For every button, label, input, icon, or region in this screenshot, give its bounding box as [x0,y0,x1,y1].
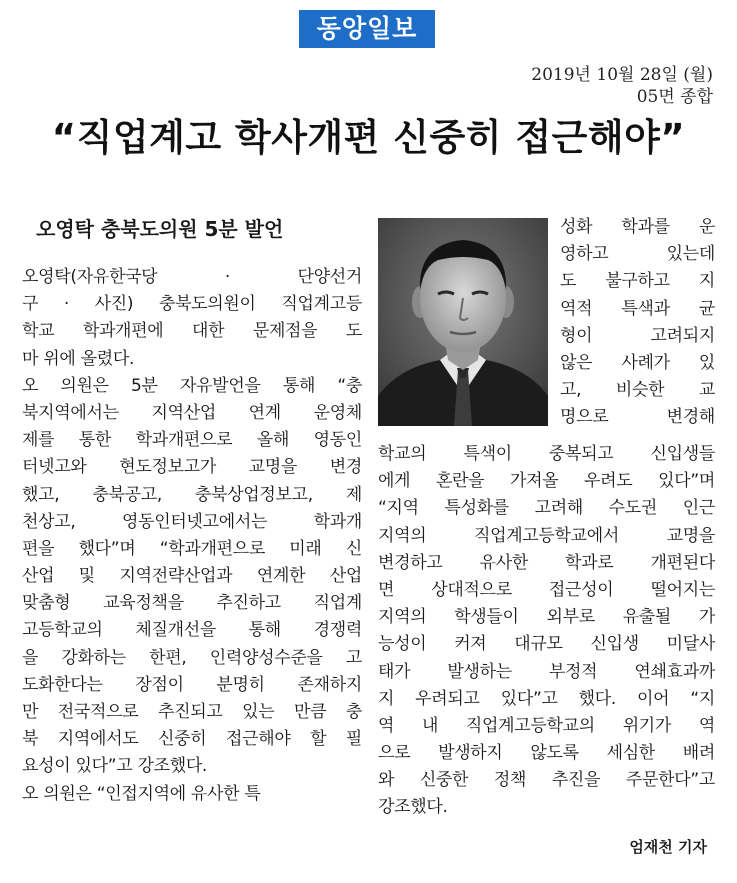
article-subhead: 오영탁 충북도의원 5분 발언 [36,217,284,241]
text-line: 했고, 충북공고, 충북상업정보고, 제 [22,484,362,505]
text-line: 마 위에 올렸다. [22,348,135,369]
dateline [531,64,713,108]
text-line: “지역 특성화를 고려해 수도권 인근 [378,498,715,519]
text-line: 면 상대적으로 접근성이 떨어지는 [378,579,715,600]
text-line: 오 의원은 5분 자유발언을 통해 “충 [22,375,362,396]
text-line: 와 신중한 정책 추진을 주문한다”고 [378,770,715,791]
text-line: 오영탁(자유한국당 · 단양선거 [22,267,362,287]
text-line: 형이 고려되지 [560,325,715,346]
text-line: 을 강화하는 한편, 인력양성수준을 고 [22,647,362,668]
text-line: 고, 비슷한 교 [560,380,715,401]
text-line: 북지역에서는 지역산업 연계 운영체 [22,402,362,423]
right-column-bottom [378,441,715,822]
text-line: 능성이 커져 대규모 신입생 미달사 [378,634,715,655]
text-line: 천상고, 영동인터넷고에서는 학과개 [22,511,362,532]
right-column-bottom-body [378,441,715,822]
reporter-byline: 엄재천 기자 [629,838,707,856]
text-line: 강조했다. [378,797,448,818]
left-column-body [22,264,362,808]
text-line: 만 전국적으로 추진되고 있는 만큼 충 [22,702,362,722]
text-line: 명으로 변경해 [560,407,715,428]
right-column-top [560,214,715,432]
text-line: 에게 혼란을 가져올 우려도 있다”며 [378,471,715,492]
text-line: 산업 및 지역전략산업과 연계한 산업 [22,566,362,587]
text-line: 않은 사례가 있 [560,352,715,373]
right-column-top-body [560,214,715,432]
text-line: 고등학교의 체질개선을 통해 경쟁력 [22,620,362,641]
text-line: 역적 특색과 균 [560,298,715,319]
text-line: 지 우려되고 있다”고 했다. 이어 “지 [378,688,715,709]
text-line: 지역의 직업계고등학교에서 교명을 [378,525,715,546]
text-line: 요성이 있다”고 강조했다. [22,756,208,777]
page-section: 05면 종합 [636,87,713,107]
text-line: 변경하고 유사한 학과로 개편된다 [378,552,715,573]
text-line: 학교 학과개편에 대한 문제점을 도 [22,321,362,342]
newspaper-logo: 동앙일보 [299,10,435,48]
text-line: 역 내 직업계고등학교의 위기가 역 [378,715,715,736]
text-line: 도화한다는 장점이 분명히 존재하지 [22,674,362,695]
text-line: 맞춤형 교육정책을 추진하고 직업계 [22,593,362,614]
text-line: 으로 발생하지 않도록 세심한 배려 [378,743,715,764]
publish-date: 2019년 10월 28일 (월) [531,65,713,85]
portrait-image [378,218,548,426]
text-line: 태가 발생하는 부정적 연쇄효과까 [378,661,715,682]
portrait-photo [378,218,548,426]
text-line: 학교의 특색이 중복되고 신입생들 [378,444,715,464]
text-line: 편을 했다”며 “학과개편으로 미래 신 [22,538,362,559]
article-headline: “직업계고 학사개편 신중히 접근해야” [51,116,686,159]
text-line: 오 의원은 “인접지역에 유사한 특 [22,783,261,804]
text-line: 터넷고와 현도정보고가 교명을 변경 [22,457,362,478]
text-line: 성화 학과를 운 [560,217,715,237]
text-line: 도 불구하고 지 [560,271,715,292]
text-line: 제를 통한 학과개편으로 올해 영동인 [22,430,362,451]
left-column [22,214,362,808]
text-line: 구 · 사진) 충북도의원이 직업계고등 [22,294,362,315]
text-line: 영하고 있는데 [560,244,715,265]
text-line: 북 지역에서도 신중히 접근해야 할 필 [22,729,362,750]
text-line: 지역의 학생들이 외부로 유출될 가 [378,607,715,628]
